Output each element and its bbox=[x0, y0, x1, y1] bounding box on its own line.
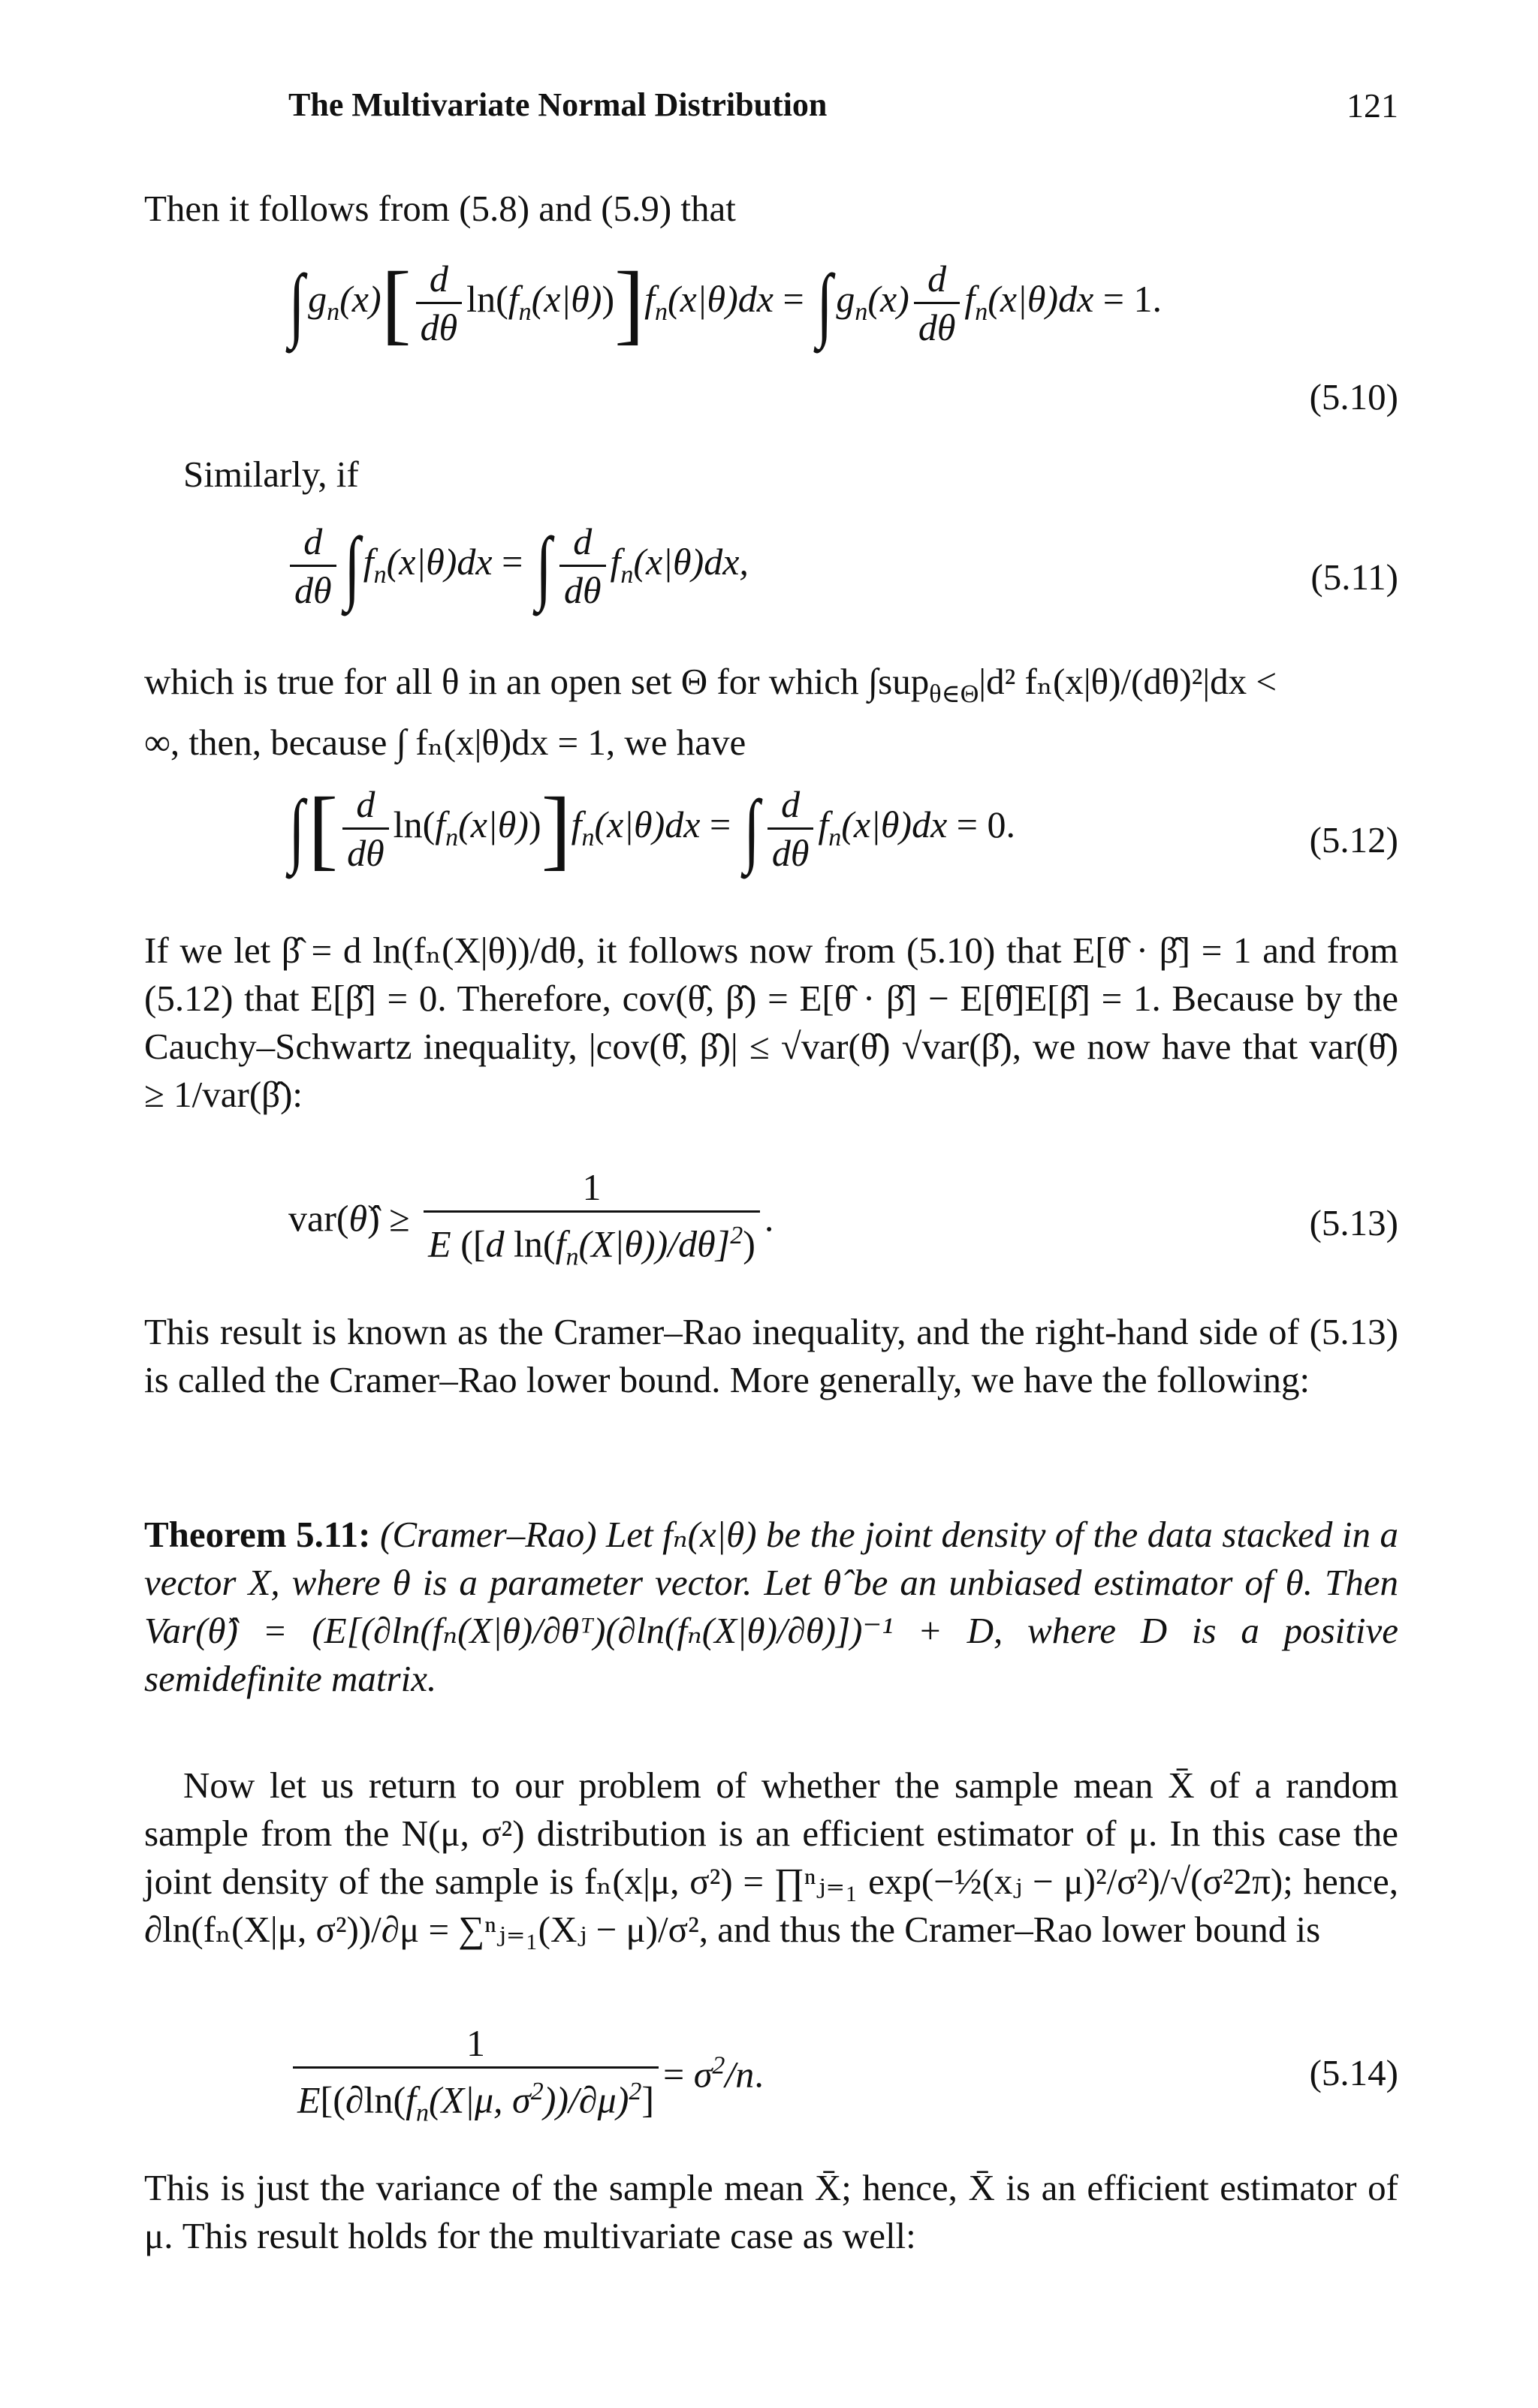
equation-number-5-11: (5.11) bbox=[1310, 556, 1398, 598]
theorem-label: Theorem 5.11: bbox=[144, 1514, 371, 1555]
paragraph-6: Now let us return to our problem of whether the sample mean X̄ of a random sample from the N(μ, σ²) distribution is an efficient estimator of μ. In this case the joint density of the sample is fₙ(x|μ, σ²) = ∏ⁿⱼ₌₁ exp(−½(xⱼ − μ)²/σ²)/√(σ²2π); hence, ∂ln(fₙ(X|μ, σ²))/∂μ = ∑ⁿⱼ₌₁(Xⱼ − μ)/σ², and thus the Cramer–Rao lower bound is bbox=[144, 1765, 1398, 1950]
paragraph-3 bbox=[144, 658, 1398, 767]
equation-number-5-14: (5.14) bbox=[1309, 2052, 1398, 2093]
equation-5-12: ∫[ $\frac{d}{d\theta}$ $\ln(f_n(x|\theta))]f_n(x|\theta)dx$ = ∫ $\frac{d}{d\theta}$ $f_n(x|\theta)dx = 0$. bbox=[288, 778, 1015, 879]
equation-5-13: var(θ̂) ≥ $\frac{1}{E ([d \ln(f_n(X|\theta))/d\theta]^2)}$ . bbox=[288, 1164, 774, 1281]
paragraph-5: This result is known as the Cramer–Rao inequality, and the right-hand side of (5.13) is called the Cramer–Rao lower bound. More generally, we have the following: bbox=[144, 1311, 1398, 1400]
page-number: 121 bbox=[1347, 86, 1398, 125]
theorem-body: (Cramer–Rao) Let fₙ(x|θ) be the joint density of the data stacked in a vector X, where θ is a parameter vector. Let θ̂ be an unbiased estimator of θ. Then Var(θ̂) = (E[(∂ln(fₙ(X|θ)/∂θᵀ)(∂ln(fₙ(X|θ)/∂θ)])⁻¹ + D, where D is a positive semidefinite matrix. bbox=[144, 1514, 1398, 1699]
paragraph-4: If we let β̂ = d ln(fₙ(X|θ))/dθ, it follows now from (5.10) that E[θ̂ · β̂] = 1 and from (5.12) that E[β̂] = 0. Therefore, cov(θ̂, β̂) = E[θ̂ · β̂] − E[θ̂]E[β̂] = 1. Because by the Cauchy–Schwartz inequality, |cov(θ̂, β̂)| ≤ √var(θ̂) √var(β̂), we now have that var(θ̂) ≥ 1/var(β̂): bbox=[144, 930, 1398, 1115]
equation-5-11: $\frac{d}{d\theta}$ $\int f_n(x|\theta)dx$ = ∫ $\frac{d}{d\theta}$ $f_n(x|\theta)dx$, bbox=[285, 518, 749, 613]
theorem-5-11 bbox=[144, 1511, 1398, 1703]
paragraph-3-line-1: which is true for all θ in an open set Θ for which ∫sup bbox=[144, 661, 930, 702]
paragraph-1: Then it follows from (5.8) and (5.9) that bbox=[144, 188, 736, 229]
equation-5-14: $\frac{1}{E[(\partial\ln(f_n(X|\mu, \sigma^2))/\partial\mu)^2]}$ = $\sigma^2/n$. bbox=[288, 2020, 764, 2137]
equation-number-5-13: (5.13) bbox=[1309, 1202, 1398, 1243]
paragraph-3-line-1b: |d² fₙ(x|θ)/(dθ)²|dx < bbox=[979, 661, 1277, 702]
paragraph-7: This is just the variance of the sample mean X̄; hence, X̄ is an efficient estimator of μ. This result holds for the multivariate case as well: bbox=[144, 2167, 1398, 2256]
paragraph-3-subscript: θ∈Θ bbox=[929, 680, 979, 708]
equation-5-10: $\int g_n(x)$[ $\frac{d}{d\theta}$ $\ln(f_n(x|\theta))]f_n(x|\theta)dx = \int g_n(x)$ $\frac{d}{d\theta}$ $f_n(x|\theta)dx = 1$. bbox=[288, 252, 1162, 353]
running-title: The Multivariate Normal Distribution bbox=[288, 86, 828, 123]
equation-number-5-12: (5.12) bbox=[1309, 819, 1398, 860]
paragraph-2: Similarly, if bbox=[183, 454, 359, 495]
paragraph-3-line-2: ∞, then, because ∫ fₙ(x|θ)dx = 1, we have bbox=[144, 721, 746, 763]
equation-number-5-10: (5.10) bbox=[1309, 376, 1398, 417]
